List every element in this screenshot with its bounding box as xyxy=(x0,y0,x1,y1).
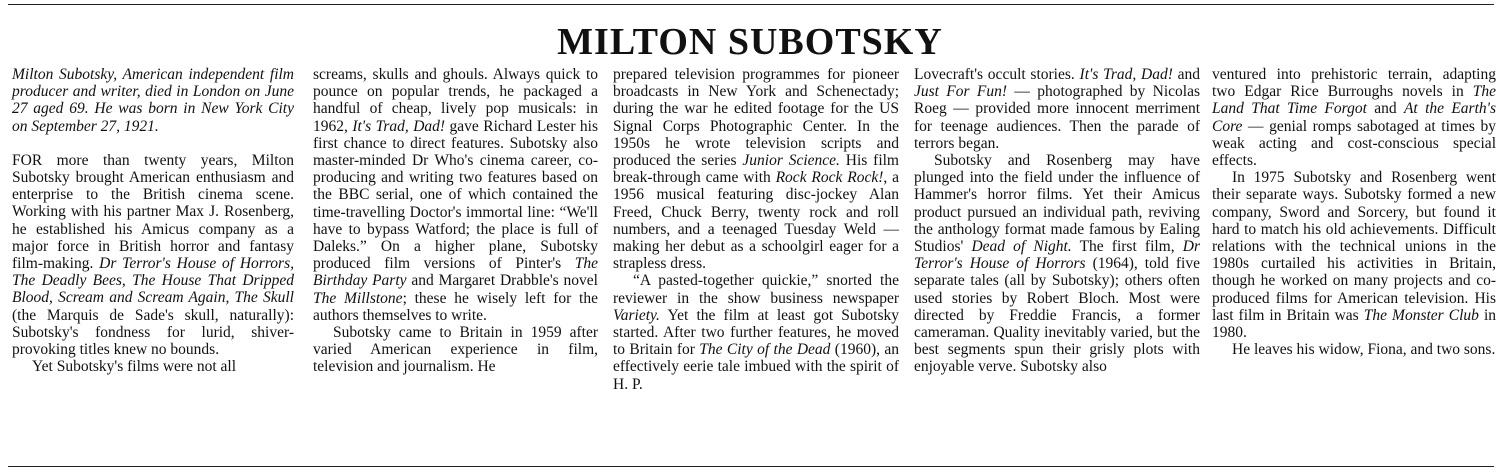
text-run: (1964), told five separate tales (all by Subotsky); others often used stories by Robert Bloch. Most were directed by Freddie Francis, a former cameraman. Quality inevitably varied, but the best segments spun their grisly plots with enjoyable verve. Subotsky also xyxy=(914,255,1200,376)
text-run: (the Marquis de Sade's skull, naturally): Subotsky's fondness for lurid, shiver-provoking titles knew no bounds. xyxy=(12,306,294,359)
text-run: screams, skulls and ghouls. Always quick to pounce on popular trends, he packaged a handful of cheap, lively pop musicals: in 1962, xyxy=(313,66,598,135)
text-run: In 1975 Subotsky and Rosenberg went their separate ways. Subotsky formed a new company, Sword and Sorcery, but found it hard to match his old achievements. Difficult relations with the technical unions in the 1980s curtailed his activities in Britain, though he worked on many projects and co-produced films for American television. His last film in Britain was xyxy=(1212,169,1496,324)
text-run: Yet the film at least got Subotsky started. After two further features, he moved to Britain for xyxy=(613,306,899,359)
text-run: — photographed by Nicolas Roeg — provided more innocent merriment for teenage audiences. Then the parade of terrors began. xyxy=(914,83,1200,152)
book-title: The Millstone xyxy=(313,289,403,307)
column-2 xyxy=(313,66,598,376)
publication-title: Variety. xyxy=(613,306,660,324)
column-4 xyxy=(914,66,1200,376)
film-title: The Monster Club xyxy=(1363,306,1479,324)
top-rule xyxy=(8,4,1494,5)
text-run: , a 1956 musical featuring disc-jockey Alan Freed, Chuck Berry, twenty rock and roll numbers, and a teenaged Tuesday Weld — making her debut as a schoolgirl eager for a strapless dress. xyxy=(613,169,899,273)
text-run: His film break-through came with xyxy=(613,152,899,187)
paragraph xyxy=(914,66,1200,152)
paragraph xyxy=(613,66,899,272)
column-1 xyxy=(12,66,294,375)
text-run: gave Richard Lester his first chance to direct features. Subotsky also master-minded Dr Who's cinema career, co-producing and writing two features based on the BBC serial, one of which contained the time-travelling Doctor's immortal line: “We'll have to bypass Watford; the place is full of Daleks.” On a higher plane, Subotsky produced film versions of Pinter's xyxy=(313,117,599,273)
film-title: The Birthday Party xyxy=(313,255,598,290)
film-title: It's Trad, Dad! xyxy=(1079,66,1173,83)
text-run: “A pasted-together quickie,” snorted the reviewer in the show business newspaper xyxy=(613,272,899,307)
paragraph xyxy=(313,66,598,324)
text-run: prepared television programmes for pioneer broadcasts in New York and Schenectady; during the war he edited footage for the US Signal Corps Photographic Center. In the 1950s he wrote television scripts and produced the series xyxy=(613,66,899,170)
intro-paragraph: Milton Subotsky, American independent film producer and writer, died in London on June 27 aged 69. He was born in New York City on September 27, 1921. xyxy=(12,66,294,135)
paragraph xyxy=(1212,169,1496,341)
text-run: and xyxy=(1172,66,1201,83)
paragraph xyxy=(613,272,899,392)
column-5 xyxy=(1212,66,1496,358)
paragraph xyxy=(1212,66,1496,169)
paragraph: Yet Subotsky's films were not all xyxy=(32,358,237,376)
film-title: Just For Fun! xyxy=(914,83,1008,101)
series-title: Junior Science. xyxy=(742,152,840,170)
text-run: ; these he wisely left for the authors themselves to write. xyxy=(313,289,598,324)
film-title: It's Trad, Dad! xyxy=(352,117,446,135)
text-run: FOR more than twenty years, Milton Subotsky brought American enthusiasm and enterprise to the British cinema scene. Working with his partner Max J. Rosenberg, he established his Amicus company as a major force in British horror and fantasy film-making. xyxy=(12,151,294,273)
text-run: (1960), an effectively eerie tale imbued with the spirit of H. P. xyxy=(613,341,900,393)
text-run: and Margaret Drabble's novel xyxy=(406,272,598,290)
paragraph xyxy=(914,152,1200,376)
text-run: and xyxy=(1366,100,1404,118)
paragraph: He leaves his widow, Fiona, and two sons. xyxy=(1232,341,1496,359)
film-title: The Land That Time Forgot xyxy=(1212,83,1496,118)
headline: MILTON SUBOTSKY xyxy=(557,21,943,63)
paragraph xyxy=(12,152,294,358)
film-title: The City of the Dead xyxy=(699,341,831,359)
film-title: Dead of Night. xyxy=(971,238,1072,256)
text-run: ventured into prehistoric terrain, adapting two Edgar Rice Burroughs novels in xyxy=(1212,66,1496,101)
text-run: in 1980. xyxy=(1212,306,1496,342)
text-run: Subotsky and Rosenberg may have plunged into the field under the influence of Hammer's horror films. Yet their Amicus product pursued an individual path, reviving the anthology format made famous by Ealing Studios' xyxy=(914,152,1200,256)
text-run: Lovecraft's occult stories. xyxy=(914,66,1080,83)
film-title: Rock Rock Rock! xyxy=(775,169,884,187)
paragraph: Subotsky came to Britain in 1959 after varied American experience in film, television and journalism. He xyxy=(313,324,598,376)
film-titles: Dr Terror's House of Horrors, The Deadly Bees, The House That Dripped Blood, Scream and Scream Again, The Skull xyxy=(12,255,294,307)
text-run: — genial romps sabotaged at times by weak acting and cost-conscious special effects. xyxy=(1212,117,1496,170)
film-title: At the Earth's Core xyxy=(1212,100,1496,135)
text-run: The first film, xyxy=(1071,238,1183,256)
bottom-rule xyxy=(8,466,1494,467)
film-title: Dr Terror's House of Horrors xyxy=(914,238,1200,273)
column-3 xyxy=(613,66,899,393)
